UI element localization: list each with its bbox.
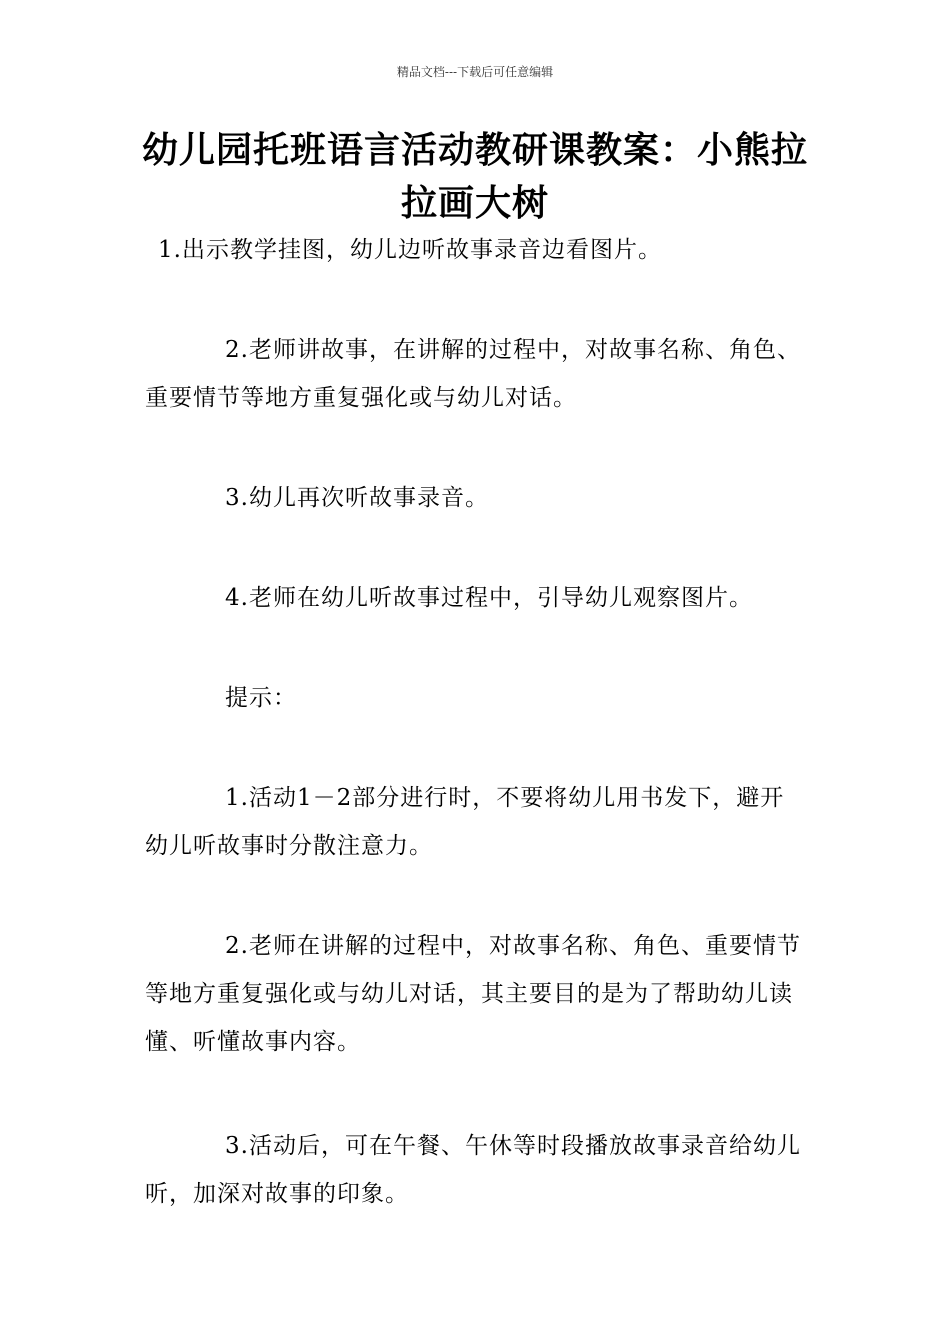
paragraph-step-4: 4.老师在幼儿听故事过程中，引导幼儿观察图片。 (225, 585, 753, 611)
page-header: 精品文档---下载后可任意编辑 (396, 65, 554, 79)
paragraph-step-2: 2.老师讲故事，在讲解的过程中，对故事名称、角色、重要情节等地方重复强化或与幼儿对话。 (145, 337, 801, 411)
document-title: 幼儿园托班语言活动教研课教案：小熊拉拉画大树 (141, 130, 808, 224)
paragraph-step-3: 3.幼儿再次听故事录音。 (225, 485, 489, 511)
tip-item-2: 2.老师在讲解的过程中，对故事名称、角色、重要情节等地方重复强化或与幼儿对话，其主要目的是为了帮助幼儿读懂、听懂故事内容。 (145, 933, 801, 1055)
tips-heading: 提示： (225, 685, 297, 711)
tip-item-1: 1.活动1－2部分进行时，不要将幼儿用书发下，避开幼儿听故事时分散注意力。 (145, 785, 785, 859)
tip-item-3: 3.活动后，可在午餐、午休等时段播放故事录音给幼儿听，加深对故事的印象。 (145, 1133, 801, 1207)
paragraph-step-1: 1.出示教学挂图，幼儿边听故事录音边看图片。 (158, 237, 662, 263)
